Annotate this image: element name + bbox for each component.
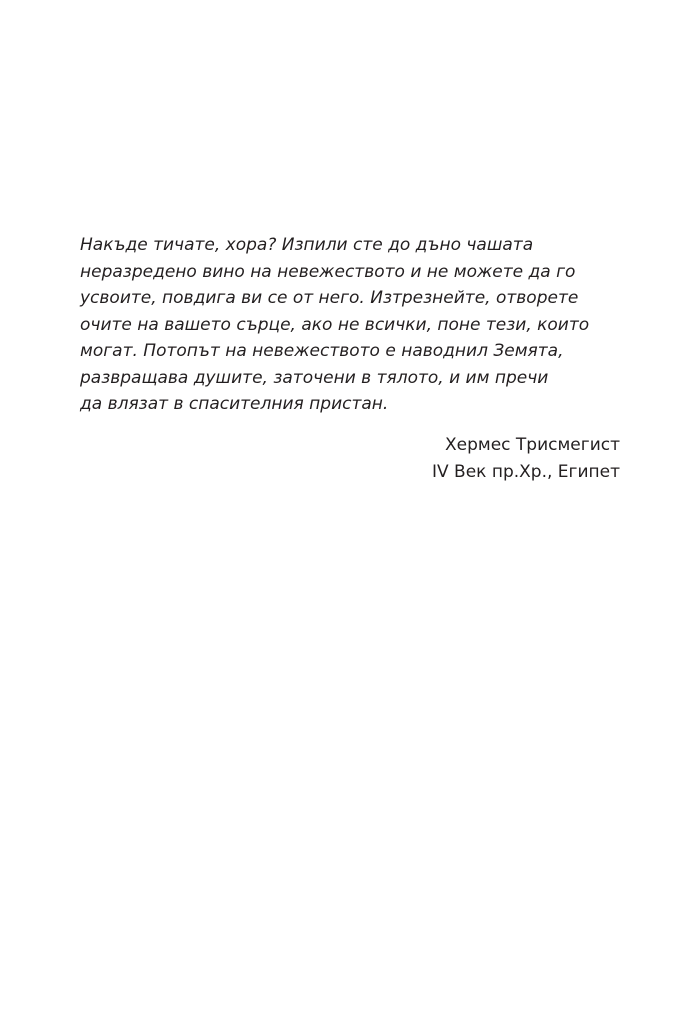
epigraph-line: Накъде тичате, хора? Изпили сте до дъно чашата <box>80 235 534 255</box>
epigraph-line: усвоите, повдига ви се от него. Изтрезнейте, отворете <box>80 288 579 308</box>
epigraph-quote <box>80 232 640 418</box>
epigraph-attribution <box>432 432 620 486</box>
epigraph-line: очите на вашето сърце, ако не всички, поне тези, които <box>80 314 590 335</box>
attribution-author: Хермес Трисмегист <box>444 435 620 455</box>
epigraph-line: неразредено вино на невежеството и не можете да го <box>80 261 576 282</box>
epigraph-line: да влязат в спасителния пристан. <box>80 394 389 414</box>
epigraph-line: развращава душите, заточени в тялото, и им пречи <box>80 367 549 388</box>
attribution-origin: IV Век пр.Хр., Египет <box>432 462 620 482</box>
epigraph-line: могат. Потопът на невежеството е наводнил Земята, <box>80 341 564 361</box>
